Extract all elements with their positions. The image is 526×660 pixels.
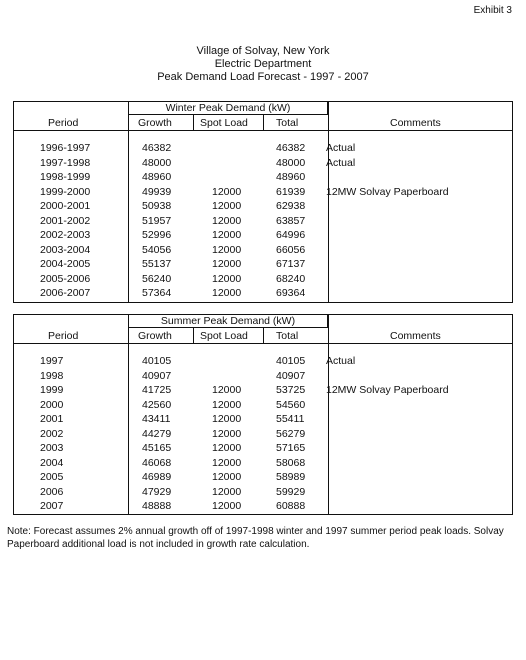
summer-cell-total: 54560 xyxy=(276,398,306,411)
summer-cell-spot: 12000 xyxy=(212,471,242,483)
summer-cell-spot: 12000 xyxy=(212,456,242,469)
summer-cell-period: 2004 xyxy=(40,456,64,469)
summer-cell-period: 2000 xyxy=(40,398,64,411)
winter-cell-period: 2003-2004 xyxy=(40,243,91,256)
winter-cell-growth: 52996 xyxy=(142,229,172,241)
winter-table-row xyxy=(14,157,512,170)
summer-cell-spot: 12000 xyxy=(212,384,242,396)
winter-cell-period: 2005-2006 xyxy=(40,272,91,285)
winter-table-row xyxy=(14,171,512,184)
winter-cell-growth: 57364 xyxy=(142,287,172,299)
summer-cell-total: 56279 xyxy=(276,427,306,440)
summer-cell-growth: 44279 xyxy=(142,427,172,440)
summer-cell-period: 2006 xyxy=(40,485,64,498)
document-heading xyxy=(0,45,526,84)
winter-cell-period: 2002-2003 xyxy=(40,229,91,241)
winter-header-growth: Growth xyxy=(138,117,172,129)
winter-cell-growth: 51957 xyxy=(142,214,172,227)
summer-table-row xyxy=(14,370,512,383)
summer-table-row xyxy=(14,428,512,441)
winter-cell-period: 1996-1997 xyxy=(40,142,91,154)
winter-cell-growth: 46382 xyxy=(142,142,172,154)
summer-table-row xyxy=(14,442,512,455)
summer-cell-total: 58068 xyxy=(276,456,306,469)
winter-table xyxy=(13,101,513,303)
winter-table-row xyxy=(14,142,512,155)
winter-cell-spot: 12000 xyxy=(212,200,242,212)
winter-cell-spot: 12000 xyxy=(212,243,242,256)
winter-cell-total: 67137 xyxy=(276,258,306,270)
summer-table-row xyxy=(14,384,512,397)
winter-header-total: Total xyxy=(276,117,299,129)
summer-cell-period: 2007 xyxy=(40,500,64,512)
summer-cell-total: 57165 xyxy=(276,442,306,454)
summer-table-row xyxy=(14,457,512,470)
winter-cell-total: 64996 xyxy=(276,229,306,241)
winter-cell-total: 69364 xyxy=(276,287,306,299)
summer-table xyxy=(13,314,513,515)
summer-cell-period: 1998 xyxy=(40,369,64,382)
winter-cell-total: 61939 xyxy=(276,185,306,198)
winter-cell-period: 2006-2007 xyxy=(40,287,91,299)
summer-table-row xyxy=(14,500,512,513)
winter-cell-growth: 54056 xyxy=(142,243,172,256)
summer-cell-total: 60888 xyxy=(276,500,306,512)
summer-cell-total: 55411 xyxy=(276,413,305,425)
summer-cell-spot: 12000 xyxy=(212,442,242,454)
winter-table-row xyxy=(14,200,512,213)
winter-cell-total: 48960 xyxy=(276,171,306,183)
summer-cell-spot: 12000 xyxy=(212,413,242,425)
footnote: Note: Forecast assumes 2% annual growth off of 1997-1998 winter and 1997 summer period peak loads. Solvay Paperboard additional load is not included in growth rate calculation. xyxy=(7,526,504,550)
summer-cell-comments: Actual xyxy=(326,355,356,367)
winter-table-row xyxy=(14,215,512,228)
winter-header-comments: Comments xyxy=(390,117,441,129)
winter-table-row xyxy=(14,186,512,199)
winter-cell-total: 68240 xyxy=(276,272,306,285)
summer-header-comments: Comments xyxy=(390,330,441,342)
summer-cell-growth: 45165 xyxy=(142,442,172,454)
summer-cell-period: 1997 xyxy=(40,355,64,367)
winter-cell-period: 1997-1998 xyxy=(40,156,91,169)
exhibit-label: Exhibit 3 xyxy=(473,5,512,16)
winter-cell-growth: 49939 xyxy=(142,185,172,198)
winter-table-row xyxy=(14,287,512,300)
summer-cell-period: 2001 xyxy=(40,413,64,425)
winter-cell-growth: 48000 xyxy=(142,156,172,169)
winter-table-row xyxy=(14,258,512,271)
winter-cell-total: 62938 xyxy=(276,200,306,212)
winter-group-title: Winter Peak Demand (kW) xyxy=(128,102,328,115)
winter-cell-period: 1998-1999 xyxy=(40,171,91,183)
summer-cell-growth: 41725 xyxy=(142,384,172,396)
winter-header-spot: Spot Load xyxy=(200,117,248,129)
summer-cell-growth: 46068 xyxy=(142,456,172,469)
summer-cell-period: 2003 xyxy=(40,442,64,454)
summer-cell-growth: 40105 xyxy=(142,355,172,367)
summer-cell-total: 40105 xyxy=(276,355,306,367)
winter-cell-growth: 48960 xyxy=(142,171,172,183)
winter-cell-period: 2000-2001 xyxy=(40,200,91,212)
winter-table-row xyxy=(14,229,512,242)
summer-table-row xyxy=(14,486,512,499)
winter-cell-growth: 50938 xyxy=(142,200,172,212)
winter-cell-total: 63857 xyxy=(276,214,306,227)
summer-cell-growth: 42560 xyxy=(142,398,172,411)
summer-cell-growth: 43411 xyxy=(142,413,171,425)
winter-cell-period: 2004-2005 xyxy=(40,258,91,270)
summer-table-row xyxy=(14,413,512,426)
summer-table-row xyxy=(14,471,512,484)
summer-header-total: Total xyxy=(276,330,299,342)
winter-cell-spot: 12000 xyxy=(212,272,242,285)
summer-cell-total: 53725 xyxy=(276,384,306,396)
winter-cell-spot: 12000 xyxy=(212,258,242,270)
winter-cell-spot: 12000 xyxy=(212,229,242,241)
winter-cell-period: 1999-2000 xyxy=(40,185,91,198)
summer-cell-growth: 40907 xyxy=(142,369,172,382)
winter-cell-total: 66056 xyxy=(276,243,306,256)
winter-table-row xyxy=(14,244,512,257)
winter-cell-total: 46382 xyxy=(276,142,306,154)
winter-table-row xyxy=(14,273,512,286)
heading-line-3: Peak Demand Load Forecast - 1997 - 2007 xyxy=(157,71,369,83)
summer-cell-period: 2002 xyxy=(40,427,64,440)
summer-cell-growth: 48888 xyxy=(142,500,172,512)
summer-header-spot: Spot Load xyxy=(200,330,248,342)
summer-header-period: Period xyxy=(48,330,79,342)
winter-header-period: Period xyxy=(48,117,79,129)
winter-cell-total: 48000 xyxy=(276,156,306,169)
summer-cell-comments: 12MW Solvay Paperboard xyxy=(326,384,449,396)
summer-cell-spot: 12000 xyxy=(212,500,242,512)
winter-cell-comments: Actual xyxy=(326,156,356,169)
winter-cell-comments: Actual xyxy=(326,142,356,154)
winter-cell-growth: 55137 xyxy=(142,258,172,270)
summer-group-title: Summer Peak Demand (kW) xyxy=(128,315,328,328)
summer-cell-total: 58989 xyxy=(276,471,306,483)
winter-cell-comments: 12MW Solvay Paperboard xyxy=(326,185,449,198)
winter-cell-spot: 12000 xyxy=(212,287,242,299)
summer-cell-spot: 12000 xyxy=(212,485,242,498)
winter-cell-period: 2001-2002 xyxy=(40,214,91,227)
summer-header-growth: Growth xyxy=(138,330,172,342)
summer-table-row xyxy=(14,355,512,368)
summer-cell-spot: 12000 xyxy=(212,398,242,411)
summer-cell-spot: 12000 xyxy=(212,427,242,440)
summer-cell-total: 59929 xyxy=(276,485,306,498)
heading-line-1: Village of Solvay, New York xyxy=(196,45,330,57)
winter-cell-spot: 12000 xyxy=(212,214,242,227)
summer-cell-period: 2005 xyxy=(40,471,64,483)
winter-header-row xyxy=(14,115,512,131)
summer-cell-period: 1999 xyxy=(40,384,64,396)
winter-cell-spot: 12000 xyxy=(212,185,242,198)
summer-header-row xyxy=(14,328,512,344)
winter-cell-growth: 56240 xyxy=(142,272,172,285)
summer-cell-growth: 46989 xyxy=(142,471,172,483)
summer-cell-total: 40907 xyxy=(276,369,306,382)
summer-table-row xyxy=(14,399,512,412)
heading-line-2: Electric Department xyxy=(214,58,312,70)
summer-cell-growth: 47929 xyxy=(142,485,172,498)
